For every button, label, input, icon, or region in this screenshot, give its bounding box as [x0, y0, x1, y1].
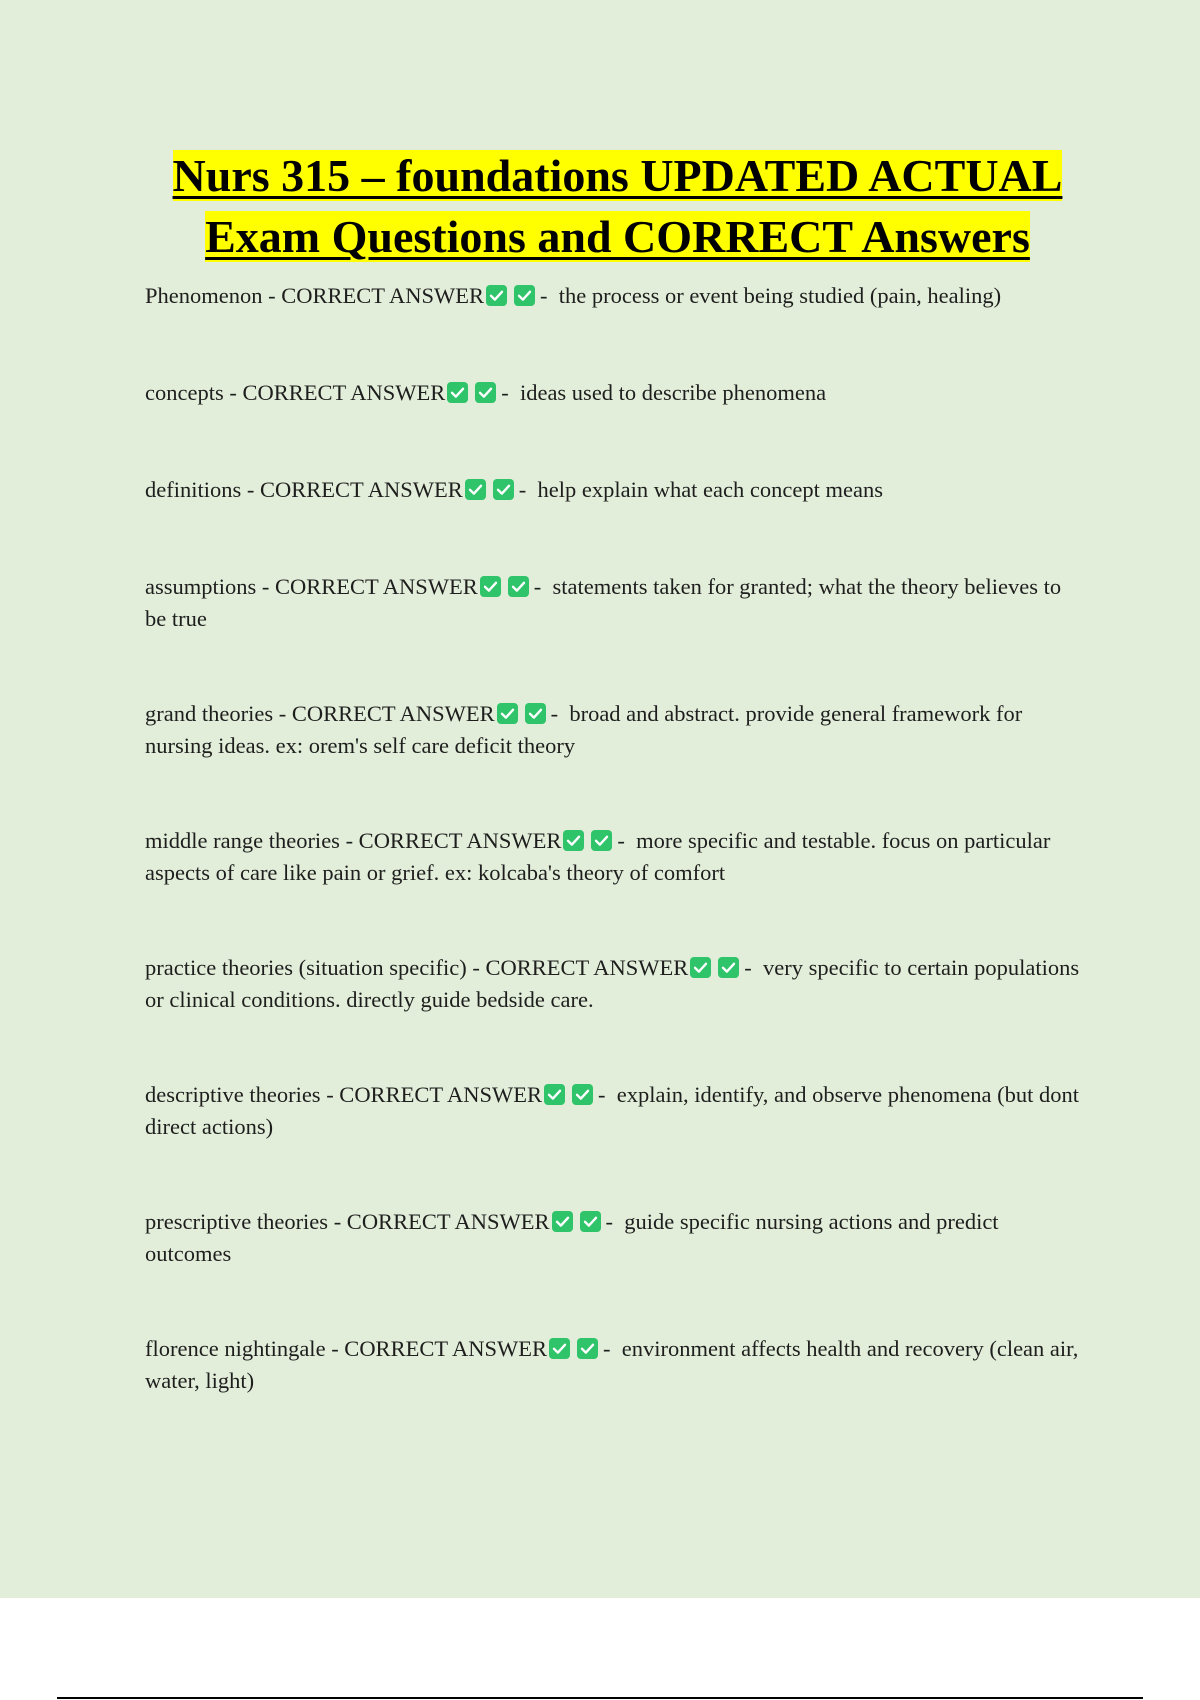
- entry-term: Phenomenon: [145, 283, 263, 308]
- check-mark-icon: [718, 957, 739, 978]
- entry-definition: broad and abstract. provide general framework for nursing ideas. ex: orem's self care deficit theory: [145, 701, 1023, 758]
- qa-entry: grand theories - CORRECT ANSWER - broad and abstract. provide general framework for nursing ideas. ex: orem's self care deficit theory: [145, 701, 1023, 758]
- check-mark-icon: [447, 382, 468, 403]
- check-mark-icon: [563, 830, 584, 851]
- answer-marker: - CORRECT ANSWER: [326, 1082, 543, 1107]
- check-mark-icon: [572, 1084, 593, 1105]
- check-mark-icon: [493, 479, 514, 500]
- qa-entry: descriptive theories - CORRECT ANSWER - explain, identify, and observe phenomena (but dont direct actions): [145, 1082, 1079, 1139]
- check-mark-icon: [577, 1338, 598, 1359]
- entry-term: descriptive theories: [145, 1082, 321, 1107]
- answer-marker: - CORRECT ANSWER: [268, 283, 484, 308]
- answer-marker: - CORRECT ANSWER: [229, 380, 446, 405]
- entry-definition: statements taken for granted; what the theory believes to be true: [145, 574, 1062, 631]
- check-mark-icon: [544, 1084, 565, 1105]
- answer-marker: - CORRECT ANSWER: [345, 828, 562, 853]
- qa-entry: Phenomenon - CORRECT ANSWER - the process or event being studied (pain, healing): [145, 283, 1002, 308]
- answer-marker: - CORRECT ANSWER: [333, 1209, 550, 1234]
- entry-term: prescriptive theories: [145, 1209, 329, 1234]
- qa-entry: assumptions - CORRECT ANSWER - statements taken for granted; what the theory believes to be true: [145, 574, 1062, 631]
- answer-marker: - CORRECT ANSWER: [472, 955, 689, 980]
- qa-entry: prescriptive theories - CORRECT ANSWER - guide specific nursing actions and predict outcomes: [145, 1209, 999, 1266]
- qa-entry: concepts - CORRECT ANSWER - ideas used to describe phenomena: [145, 380, 827, 405]
- entry-term: middle range theories: [145, 828, 340, 853]
- answer-marker: - CORRECT ANSWER: [278, 701, 495, 726]
- check-mark-icon: [508, 576, 529, 597]
- entry-definition: help explain what each concept means: [537, 477, 883, 502]
- footer-rule: [57, 1697, 1143, 1699]
- entry-term: concepts: [145, 380, 224, 405]
- entry-definition: the process or event being studied (pain, healing): [558, 283, 1002, 308]
- qa-entry: middle range theories - CORRECT ANSWER - more specific and testable. focus on particular aspects of care like pain or grief. ex: kolcaba's theory of comfort: [145, 828, 1051, 885]
- check-mark-icon: [591, 830, 612, 851]
- check-mark-icon: [514, 285, 535, 306]
- answer-marker: - CORRECT ANSWER: [246, 477, 463, 502]
- check-mark-icon: [475, 382, 496, 403]
- entry-term: assumptions: [145, 574, 257, 599]
- entry-definition: ideas used to describe phenomena: [519, 380, 827, 405]
- entry-term: florence nightingale: [145, 1336, 326, 1361]
- answer-marker: - CORRECT ANSWER: [331, 1336, 548, 1361]
- qa-entry: definitions - CORRECT ANSWER - help explain what each concept means: [145, 477, 883, 502]
- check-mark-icon: [552, 1211, 573, 1232]
- answer-marker: - CORRECT ANSWER: [261, 574, 478, 599]
- document-title: [140, 145, 1095, 267]
- check-mark-icon: [525, 703, 546, 724]
- check-mark-icon: [480, 576, 501, 597]
- check-mark-icon: [690, 957, 711, 978]
- title-line-2: Exam Questions and CORRECT Answers: [205, 211, 1030, 262]
- qa-entry: florence nightingale - CORRECT ANSWER - environment affects health and recovery (clean air, water, light): [145, 1336, 1079, 1393]
- entry-term: practice theories (situation specific): [145, 955, 467, 980]
- entry-definition: more specific and testable. focus on particular aspects of care like pain or grief. ex: kolcaba's theory of comfort: [145, 828, 1051, 885]
- entry-term: grand theories: [145, 701, 274, 726]
- entry-definition: very specific to certain populations or clinical conditions. directly guide bedside care.: [145, 955, 1080, 1012]
- entry-definition: explain, identify, and observe phenomena (but dont direct actions): [145, 1082, 1079, 1139]
- check-mark-icon: [549, 1338, 570, 1359]
- entry-term: definitions: [145, 477, 242, 502]
- title-line-1: Nurs 315 – foundations UPDATED ACTUAL: [172, 150, 1063, 201]
- check-mark-icon: [486, 285, 507, 306]
- qa-entry: practice theories (situation specific) - CORRECT ANSWER - very specific to certain populations or clinical conditions. directly guide bedside care.: [145, 955, 1080, 1012]
- check-mark-icon: [497, 703, 518, 724]
- entry-definition: environment affects health and recovery (clean air, water, light): [145, 1336, 1079, 1393]
- check-mark-icon: [580, 1211, 601, 1232]
- check-mark-icon: [465, 479, 486, 500]
- entry-definition: guide specific nursing actions and predict outcomes: [145, 1209, 999, 1266]
